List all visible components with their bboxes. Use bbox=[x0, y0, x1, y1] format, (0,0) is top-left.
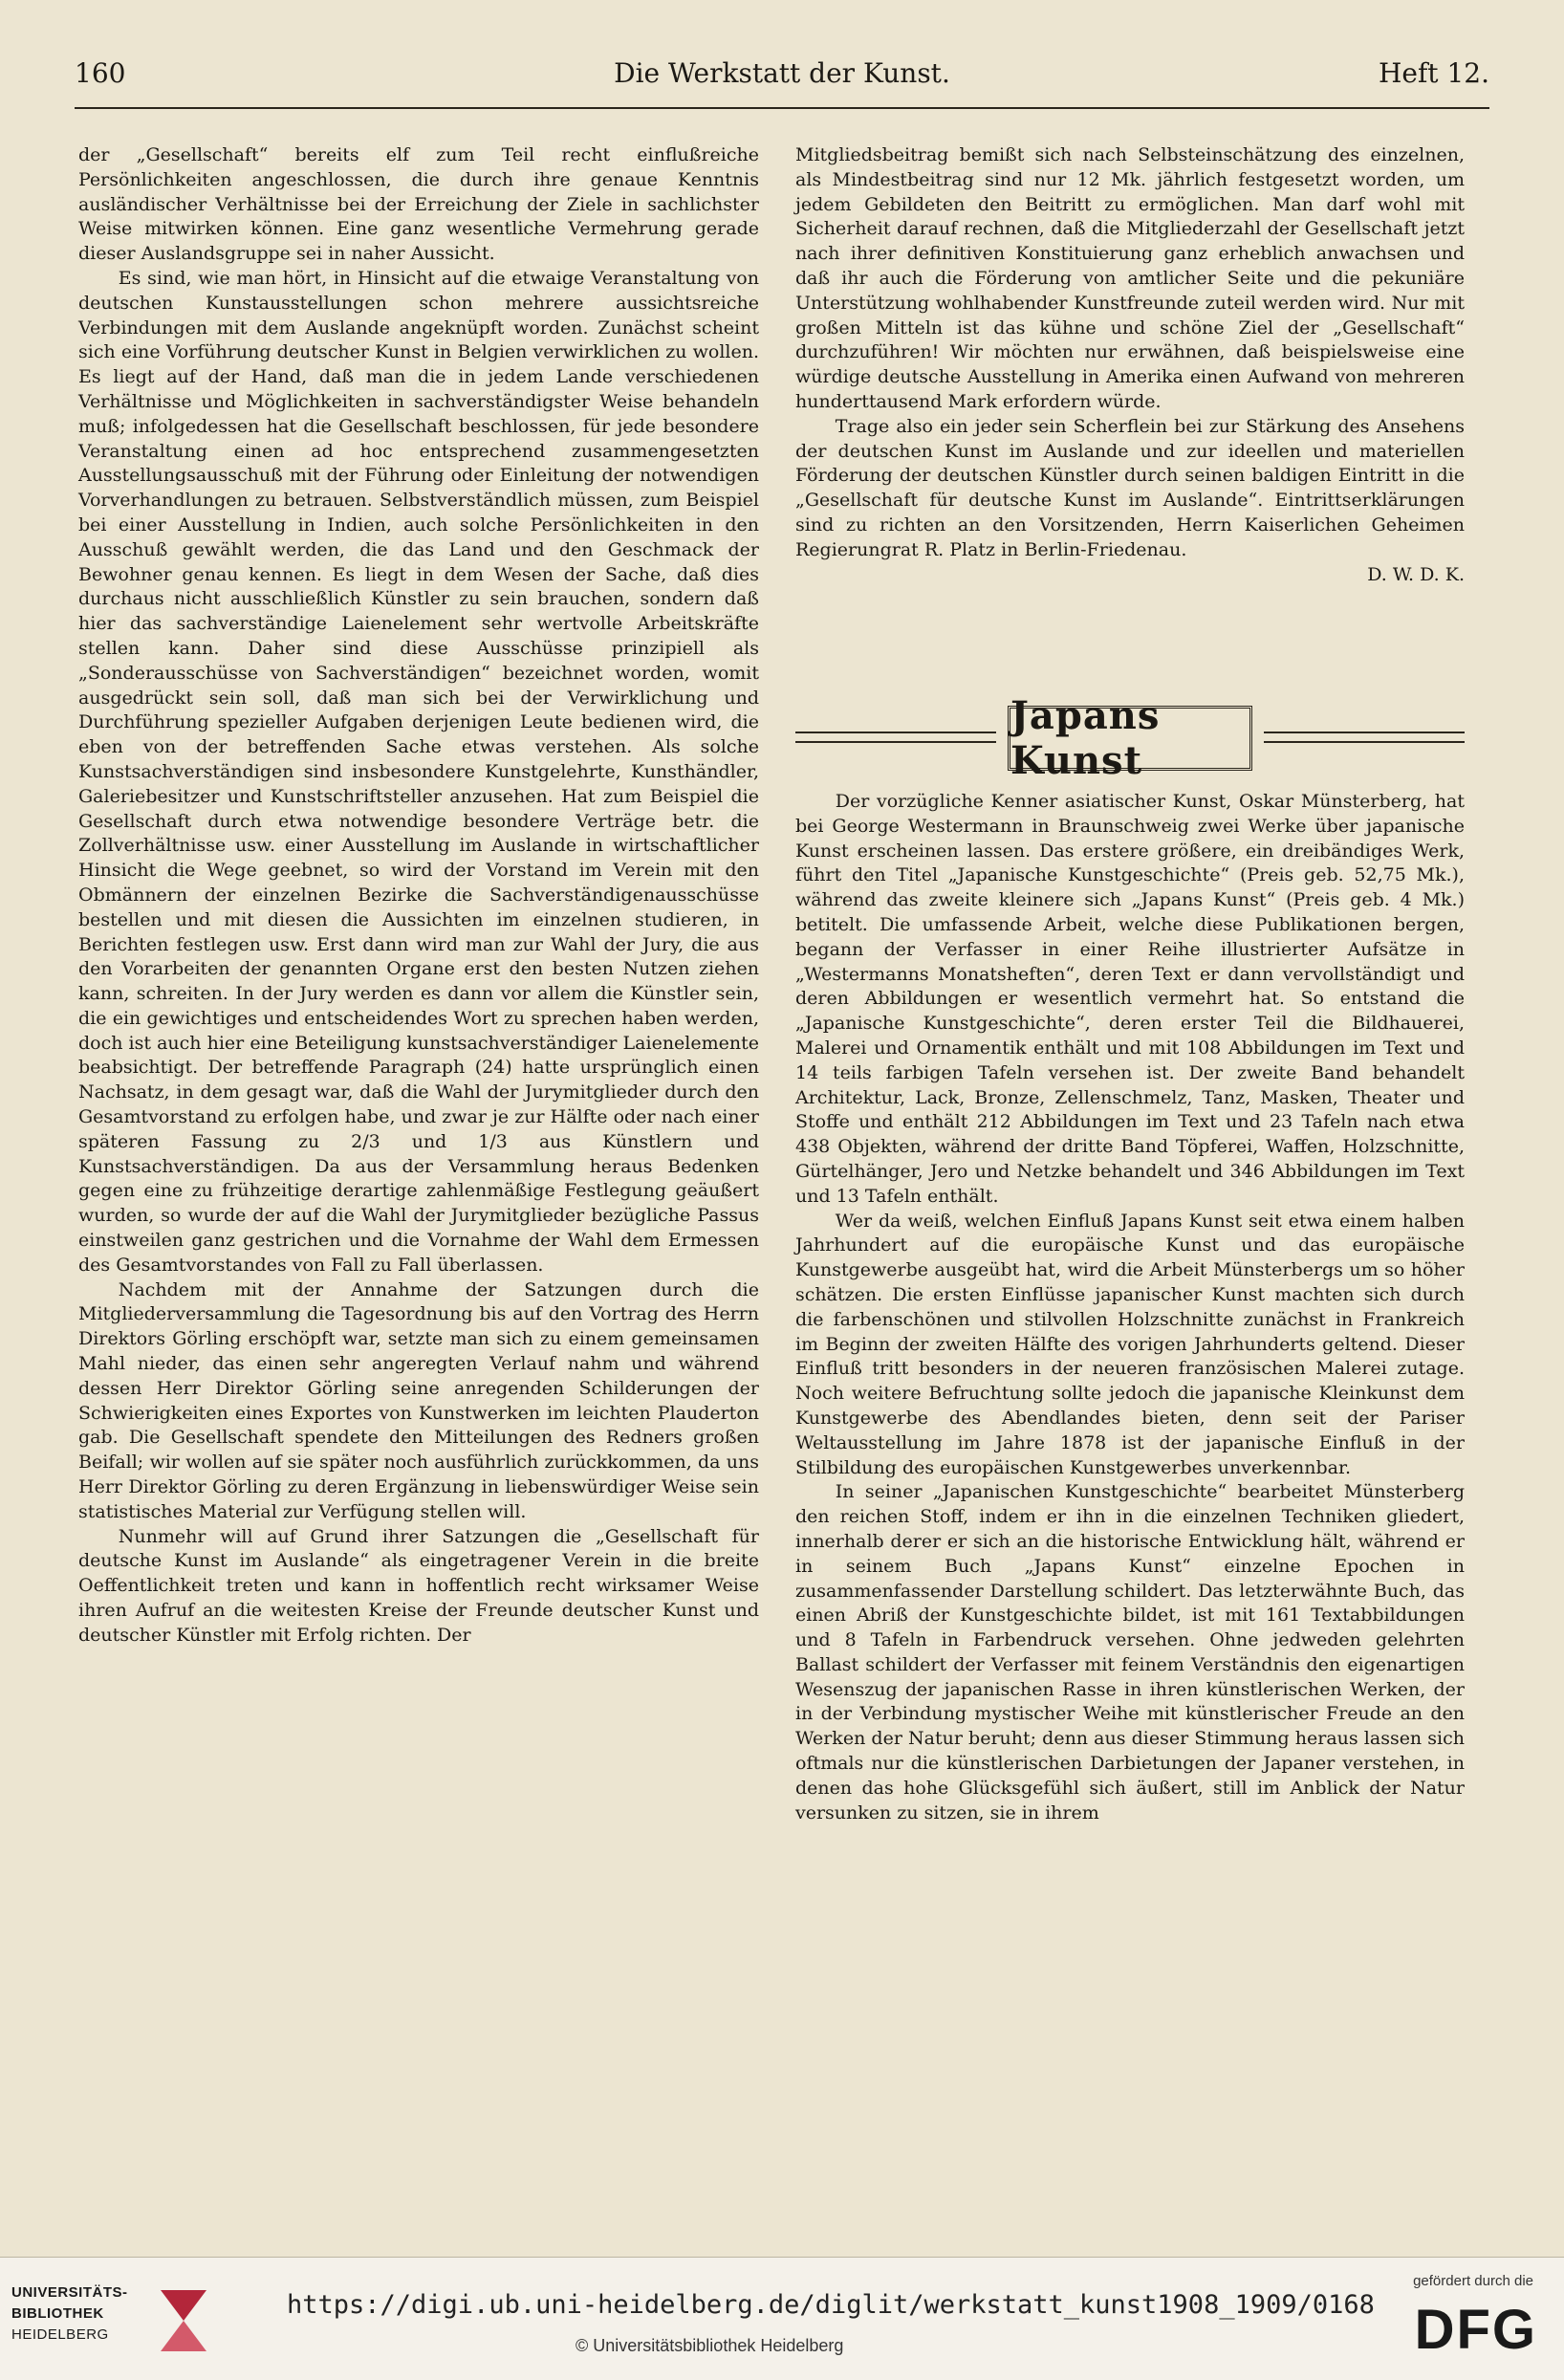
dfg-logo[interactable]: DFG bbox=[1414, 2299, 1537, 2361]
viewer-footer bbox=[0, 2257, 1564, 2380]
left-column bbox=[78, 143, 759, 1649]
right-column-top bbox=[795, 143, 1465, 587]
paragraph: Der vorzügliche Kenner asiatischer Kunst, Oskar Münsterberg, hat bei George Westermann in Braunschweig zwei Werke über japanische Kunst erscheinen lassen. Das erstere größere, ein dreibändiges Werk, führt den Titel „Japanische Kunstgeschichte“ (Preis geb. 52,75 Mk.), während das zweite kleinere sich „Japans Kunst“ (Preis geb. 4 Mk.) betitelt. Die umfassende Arbeit, welche diese Publikationen bergen, begann der Verfasser in einer Reihe illustrierter Aufsätze in „Westermanns Monatsheften“, deren Text er dann vervollständigt und deren Abbildungen er wesentlich vermehrt hat. So entstand die „Japanische Kunstgeschichte“, deren erster Teil die Bildhauerei, Malerei und Ornamentik enthält und mit 108 Abbildungen im Text und 14 teils farbigen Tafeln versehen ist. Der zweite Band behandelt Architektur, Lack, Bronze, Zellenschmelz, Tanz, Masken, Theater und Stoffe und enthält 212 Abbildungen im Text und 23 Tafeln nach etwa 438 Objekten, während der dritte Band Töpferei, Waffen, Holzschnitte, Gürtelhänger, Jero und Netzke behandelt und 346 Abbildungen im Text und 13 Tafeln enthält. bbox=[795, 791, 1465, 1207]
section-heading bbox=[795, 693, 1465, 783]
copyright-notice: © Universitätsbibliothek Heidelberg bbox=[576, 2336, 844, 2355]
paragraph: Mitgliedsbeitrag bemißt sich nach Selbsteinschätzung des einzelnen, als Mindestbeitrag sind nur 12 Mk. jährlich festgesetzt worden, um jedem Gebildeten den Beitritt zu ermöglichen. Man darf wohl mit Sicherheit darauf rechnen, daß die Mitgliederzahl der Gesellschaft jetzt nach ihrer definitiven Konstituierung ganz erheblich anwachsen und daß ihr auch die Förderung von amtlicher Seite und die pekuniäre Unterstützung wohlhabender Kunstfreunde zuteil werden wird. Nur mit großen Mitteln ist das kühne und schöne Ziel der „Gesellschaft“ durchzuführen! Wir möchten nur erwähnen, daß beispielsweise eine würdige deutsche Ausstellung in Amerika einen Aufwand von mehreren hunderttausend Mark erfordern würde. bbox=[795, 144, 1465, 412]
header-rule bbox=[75, 107, 1489, 109]
paragraph: der „Gesellschaft“ bereits elf zum Teil recht einflußreiche Persönlichkeiten angeschlossen, die durch ihre genaue Kenntnis ausländischer Verhältnisse bei der Erreichung der Ziele in sachlichster Weise mitwirken können. Eine ganz wesentliche Vermehrung gerade dieser Auslandsgruppe sei in naher Aussicht. bbox=[78, 144, 759, 265]
heading-rule-left bbox=[795, 731, 996, 743]
paragraph: Es sind, wie man hört, in Hinsicht auf die etwaige Veranstaltung von deutschen Kunstausstellungen schon mehrere aussichtsreiche Verbindungen mit dem Auslande angeknüpft worden. Zunächst scheint sich eine Vorführung deutscher Kunst in Belgien verwirklichen zu wollen. Es liegt auf der Hand, daß man die in jedem Lande verschiedenen Verhältnisse und Möglichkeiten in sachverständigster Weise behandeln muß; infolgedessen hat die Gesellschaft beschlossen, für jede besondere Veranstaltung einen ad hoc entsprechend zusammengesetzten Ausstellungsausschuß mit der Führung oder Einleitung der notwendigen Vorverhandlungen zu betrauen. Selbstverständlich müssen, zum Beispiel bei einer Ausstellung in Indien, auch solche Persönlichkeiten in den Ausschuß gewählt werden, die das Land und den Geschmack der Bewohner genau kennen. Es liegt in dem Wesen der Sache, daß dies durchaus nicht ausschließlich Künstler zu sein brauchen, sondern daß hier das sachverständige Laienelement sehr wertvolle Arbeitskräfte stellen kann. Daher sind diese Ausschüsse prinzipiell als „Sonderausschüsse von Sachverständigen“ bezeichnet worden, womit ausgedrückt sein soll, daß man sich bei der Verwirklichung und Durchführung spezieller Aufgaben derjenigen Leute bedienen wird, die eben von der betreffenden Sache etwas verstehen. Als solche Kunstsachverständigen sind insbesondere Kunstgelehrte, Kunsthändler, Galeriebesitzer und Kunstschriftsteller anzusehen. Hat zum Beispiel die Gesellschaft durch etwa notwendige besondere Verträge betr. die Zollverhältnisse usw. einer Ausstellung im Auslande in wirtschaftlicher Hinsicht die Wege geebnet, so wird der Vorstand im Verein mit den Obmännern der einzelnen Bezirke die Sachverständigenausschüsse bestellen und mit diesen die Aussichten im einzelnen studieren, in Berichten festlegen usw. Erst dann wird man zur Wahl der Jury, die aus den Vorarbeiten der genannten Organe erst den besten Nutzen ziehen kann, schreiten. In der Jury werden es dann vor allem die Künstler sein, die ein gewichtiges und entscheidendes Wort zu sprechen haben werden, doch ist auch hier eine Beteiligung kunstsachverständiger Laienelemente beabsichtigt. Der betreffende Paragraph (24) hatte ursprünglich einen Nachsatz, in dem gesagt war, daß die Wahl der Jurymitglieder durch den Gesamtvorstand zu erfolgen habe, und zwar je zur Hälfte oder nach einer späteren Fassung zu 2/3 und 1/3 aus Künstlern und Kunstsachverständigen. Da aus der Versammlung heraus Bedenken gegen eine zu frühzeitige derartige zahlenmäßige Festlegung geäußert wurden, so wurde der auf die Wahl der Jurymitglieder bezügliche Passus einstweilen ganz gestrichen und die Vornahme der Wahl dem Ermessen des Gesamtvorstandes von Fall zu Fall überlassen. bbox=[78, 267, 759, 1276]
right-column-bottom bbox=[795, 790, 1465, 1825]
permalink-url[interactable]: https://digi.ub.uni-heidelberg.de/diglit/werkstatt_kunst1908_1909/0168 bbox=[287, 2290, 1375, 2320]
paragraph: Nachdem mit der Annahme der Satzungen durch die Mitgliederversammlung die Tagesordnung bis auf den Vortrag des Herrn Direktors Görling erschöpft war, setzte man sich zu einem gemeinsamen Mahl nieder, das einen sehr angeregten Verlauf nahm und während dessen Herr Direktor Görling seine anregenden Schilderungen der Schwierigkeiten eines Exportes von Kunstwerken im leichten Plauderton gab. Die Gesellschaft spendete den Mitteilungen des Redners großen Beifall; wir wollen auf sie später noch ausführlich zurückkommen, da uns Herr Direktor Görling zu deren Ergänzung in liebenswürdiger Weise sein statistisches Material zur Verfügung stellen will. bbox=[78, 1278, 759, 1522]
paragraph: Wer da weiß, welchen Einfluß Japans Kunst seit etwa einem halben Jahrhundert auf die europäische Kunst und das europäische Kunstgewerbe ausgeübt hat, wird die Arbeit Münsterbergs um so höher schätzen. Die ersten Einflüsse japanischer Kunst machten sich durch die farbenschönen und stilvollen Holzschnitte zunächst in Frankreich im Beginn der zweiten Hälfte des vorigen Jahrhunderts geltend. Dieser Einfluß tritt besonders in der neueren französischen Malerei zutage. Noch weitere Befruchtung sollte jedoch die japanische Kleinkunst dem Kunstgewerbe des Abendlandes bieten, denn seit der Pariser Weltausstellung im Jahre 1878 ist der japanische Einfluß in der Stilbildung des europäischen Kunstgewerbes unverkennbar. bbox=[795, 1210, 1465, 1478]
heading-rule-right bbox=[1264, 731, 1465, 743]
paragraph: Trage also ein jeder sein Scherflein bei zur Stärkung des Ansehens der deutschen Kunst im Auslande und zur ideellen und materiellen Förderung der deutschen Künstler durch seinen baldigen Eintritt in die „Gesellschaft für deutsche Kunst im Auslande“. Eintrittserklärungen sind zu richten an den Vorsitzenden, Herrn Kaiserlichen Geheimen Regierungrat R. Platz in Berlin-Friedenau. bbox=[795, 415, 1465, 560]
paragraph: In seiner „Japanischen Kunstgeschichte“ bearbeitet Münsterberg den reichen Stoff, indem er ihn in die einzelnen Techniken gliedert, innerhalb derer er sich an die historische Entwicklung hält, während er in seinem Buch „Japans Kunst“ einzelne Epochen in zusammenfassender Darstellung schildert. Das letzterwähnte Buch, das einen Abriß der Kunstgeschichte bildet, ist mit 161 Textabbildungen und 8 Tafeln in Farbendruck versehen. Ohne jedweden gelehrten Ballast schildert der Verfasser mit feinem Verständnis den eigenartigen Wesenszug der japanischen Rasse in ihren künstlerischen Werken, der in der Verbindung mystischer Weihe mit künstlerischer Freude an den Werken der Natur beruht; denn aus dieser Stimmung heraus lassen sich oftmals nur die künstlerischen Darbietungen der Japaner verstehen, in denen das hohe Glücksgefühl sich äußert, still im Anblick der Natur versunken zu sitzen, sie in ihrem bbox=[795, 1481, 1465, 1823]
library-name-line2: BIBLIOTHEK bbox=[11, 2305, 104, 2322]
library-logo[interactable] bbox=[11, 2281, 212, 2361]
funding-label: gefördert durch die bbox=[1413, 2273, 1533, 2289]
journal-title: Die Werkstatt der Kunst. bbox=[614, 57, 950, 89]
signature: D. W. D. K. bbox=[1367, 563, 1465, 585]
paragraph: Nunmehr will auf Grund ihrer Satzungen die „Gesellschaft für deutsche Kunst im Auslande“ als eingetragener Verein in die breite Oeffentlichkeit treten und kann in hoffentlich recht wirksamer Weise ihren Aufruf an die weitesten Kreise der Freunde deutscher Kunst und deutscher Künstler mit Erfolg richten. Der bbox=[78, 1525, 759, 1646]
running-header bbox=[75, 57, 1489, 96]
section-title: Japans Kunst bbox=[1008, 706, 1252, 771]
library-name-line1: UNIVERSITÄTS- bbox=[11, 2284, 128, 2301]
library-name-line3: HEIDELBERG bbox=[11, 2326, 109, 2343]
issue-number: Heft 12. bbox=[1378, 57, 1489, 89]
page-number: 160 bbox=[75, 57, 126, 89]
library-emblem-icon bbox=[155, 2281, 212, 2361]
